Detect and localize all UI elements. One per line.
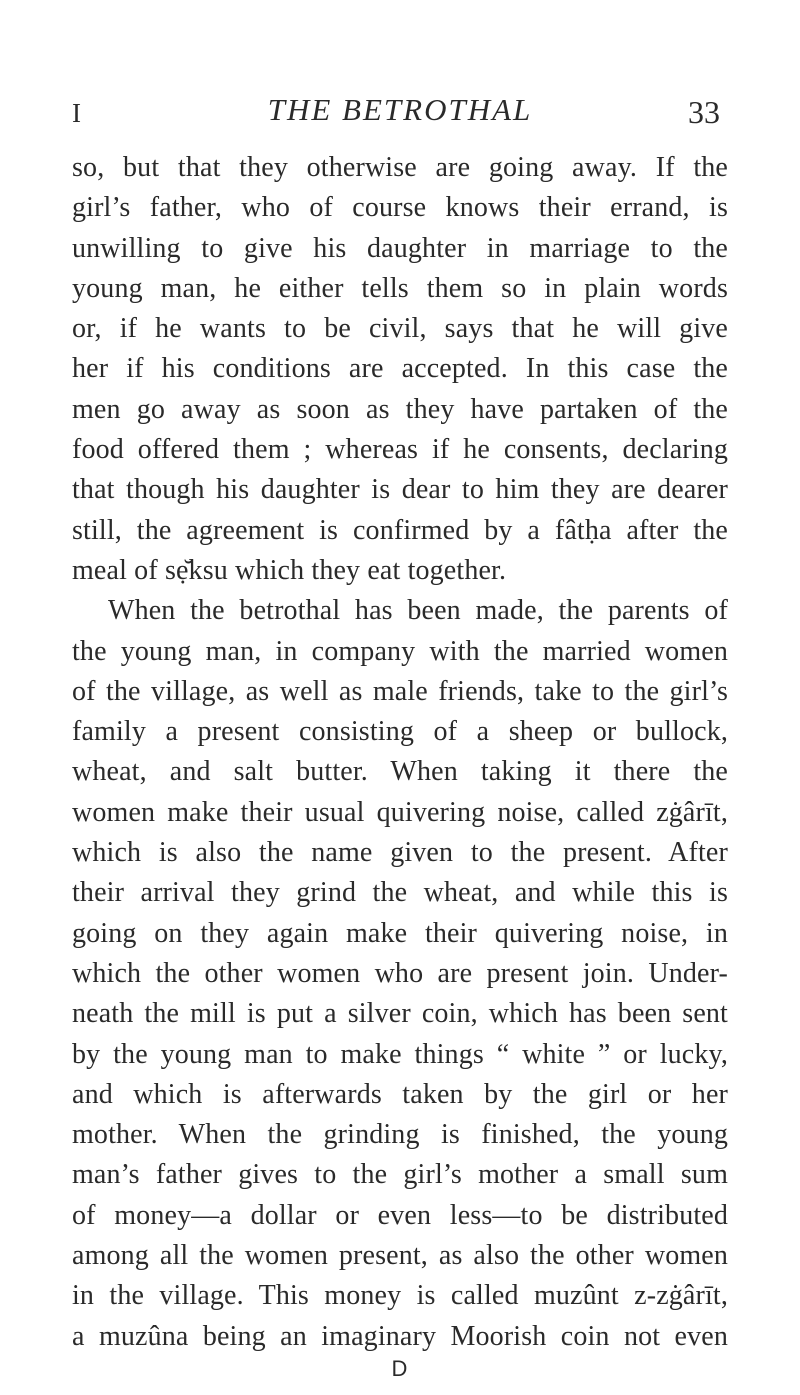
text-line: their arrival they grind the wheat, and while this is	[72, 877, 728, 909]
text-line: women make their usual quivering noise, called zġârīt,	[72, 796, 728, 828]
body-text	[72, 148, 728, 1357]
paragraph-start-line: When the betrothal has been made, the parents of	[108, 595, 728, 627]
text-line: neath the mill is put a silver coin, which has been sent	[72, 998, 728, 1030]
text-line: which the other women who are present join. Under-	[72, 957, 728, 989]
text-line: by the young man to make things “ white ” or lucky,	[72, 1038, 728, 1070]
page-number: 33	[688, 94, 720, 130]
text-line: girl’s father, who of course knows their errand, is	[72, 192, 728, 224]
running-head	[0, 92, 800, 142]
text-line: mother. When the grinding is finished, the young	[72, 1119, 728, 1151]
text-line: that though his daughter is dear to him they are dearer	[72, 474, 728, 506]
text-line: among all the women present, as also the other women	[72, 1240, 728, 1272]
text-line: which is also the name given to the present. After	[72, 837, 728, 869]
text-line: so, but that they otherwise are going away. If the	[72, 152, 728, 183]
text-line: her if his conditions are accepted. In this case the	[72, 353, 728, 385]
text-line: unwilling to give his daughter in marriage to the	[72, 232, 728, 264]
paragraph-end-line: meal of sẹ̆ksu which they eat together.	[72, 554, 507, 586]
text-line: of money—a dollar or even less—to be distributed	[72, 1199, 728, 1231]
running-title: THE BETROTHAL	[267, 92, 533, 127]
text-line: or, if he wants to be civil, says that he will give	[72, 313, 728, 345]
signature-mark: D	[391, 1356, 409, 1381]
text-line: wheat, and salt butter. When taking it there the	[72, 756, 728, 788]
text-line: man’s father gives to the girl’s mother a small sum	[72, 1159, 728, 1191]
text-line: going on they again make their quivering noise, in	[72, 917, 728, 949]
text-line: the young man, in company with the married women	[72, 635, 728, 667]
text-line: of the village, as well as male friends, take to the girl’s	[72, 675, 728, 707]
text-line: still, the agreement is confirmed by a fâtḥa after the	[72, 514, 728, 546]
text-line: a muzûna being an imaginary Moorish coin not even	[72, 1320, 728, 1352]
text-line: young man, he either tells them so in plain words	[72, 272, 728, 304]
chapter-number: I	[72, 98, 82, 128]
text-line: in the village. This money is called muzûnt z-zġârīt,	[72, 1280, 728, 1312]
text-line: food offered them ; whereas if he consents, declaring	[72, 434, 728, 466]
text-line: family a present consisting of a sheep or bullock,	[72, 716, 728, 748]
text-line: men go away as soon as they have partaken of the	[72, 393, 728, 425]
text-line: and which is afterwards taken by the girl or her	[72, 1078, 728, 1110]
